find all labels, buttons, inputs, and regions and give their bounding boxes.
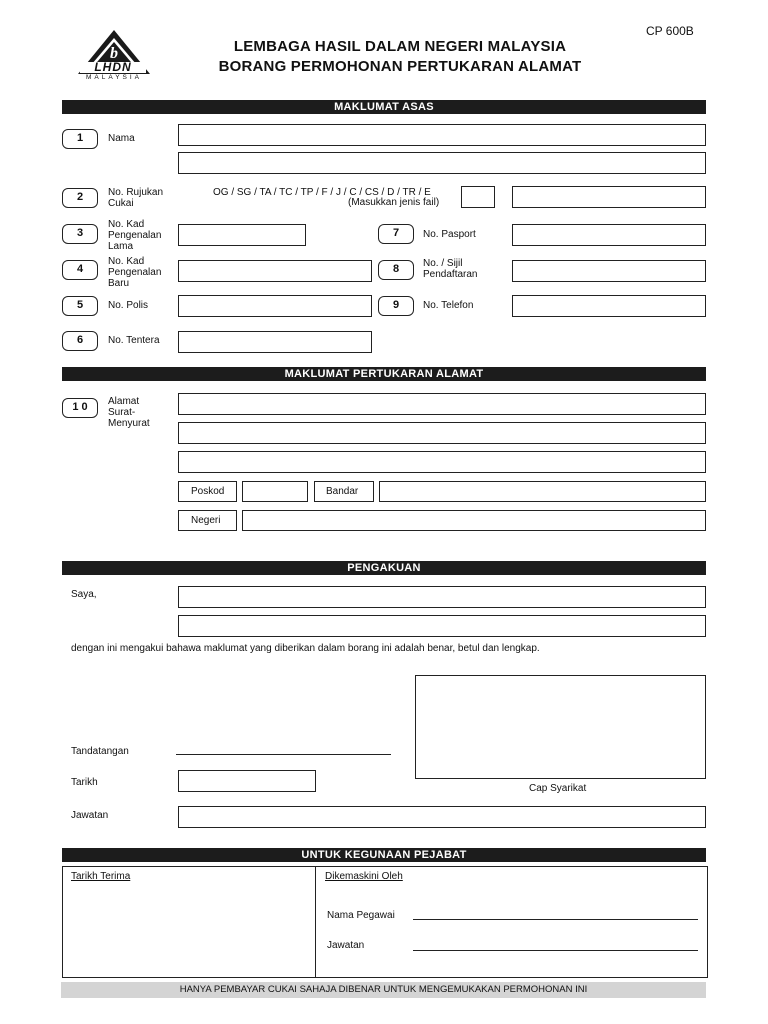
label-nama-pegawai: Nama Pegawai xyxy=(327,910,395,921)
title-line-2: BORANG PERMOHONAN PERTUKARAN ALAMAT xyxy=(218,58,582,75)
pasport-input[interactable] xyxy=(512,224,706,246)
kp-baru-input[interactable] xyxy=(178,260,372,282)
tarikh-input[interactable] xyxy=(178,770,316,792)
footer-note: HANYA PEMBAYAR CUKAI SAHAJA DIBENAR UNTUK MENGEMUKAKAN PERMOHONAN INI xyxy=(61,982,706,998)
telefon-input[interactable] xyxy=(512,295,706,317)
field-number-2: 2 xyxy=(62,188,98,208)
saya-input-line-1[interactable] xyxy=(178,586,706,608)
field-number-3: 3 xyxy=(62,224,98,244)
label-sijil-pendaftaran: No. / Sijil Pendaftaran xyxy=(423,258,478,280)
alamat-input-line-2[interactable] xyxy=(178,422,706,444)
poskod-label-box xyxy=(178,481,237,502)
section-heading-office: UNTUK KEGUNAAN PEJABAT xyxy=(62,848,706,862)
bandar-input[interactable] xyxy=(379,481,706,502)
saya-input-line-2[interactable] xyxy=(178,615,706,637)
label-dikemaskini-oleh: Dikemaskini Oleh xyxy=(325,871,403,882)
label-tentera: No. Tentera xyxy=(108,335,160,346)
label-polis: No. Polis xyxy=(108,300,149,311)
sijil-pendaftaran-input[interactable] xyxy=(512,260,706,282)
office-panel-divider xyxy=(315,867,316,977)
negeri-input[interactable] xyxy=(242,510,706,531)
jawatan-input[interactable] xyxy=(178,806,706,828)
lhdn-logo xyxy=(74,28,154,84)
tentera-input[interactable] xyxy=(178,331,372,353)
field-number-10: 1 0 xyxy=(62,398,98,418)
nama-input-line-2[interactable] xyxy=(178,152,706,174)
label-rujukan-cukai: No. Rujukan Cukai xyxy=(108,187,164,209)
label-bandar: Bandar xyxy=(326,486,359,497)
field-number-9: 9 xyxy=(378,296,414,316)
section-heading-declaration: PENGAKUAN xyxy=(62,561,706,575)
svg-text:b: b xyxy=(110,45,118,62)
file-type-input[interactable] xyxy=(461,186,495,208)
label-office-jawatan: Jawatan xyxy=(327,940,365,951)
cap-syarikat-box[interactable] xyxy=(415,675,706,779)
label-saya: Saya, xyxy=(71,589,97,600)
file-type-hint: (Masukkan jenis fail) xyxy=(348,197,440,208)
label-nama: Nama xyxy=(108,133,135,144)
label-kp-baru: No. Kad Pengenalan Baru xyxy=(108,256,162,289)
title-line-1: LEMBAGA HASIL DALAM NEGERI MALAYSIA xyxy=(233,38,567,55)
alamat-input-line-1[interactable] xyxy=(178,393,706,415)
field-number-1: 1 xyxy=(62,129,98,149)
logo-subtext: MALAYSIA xyxy=(85,74,143,81)
field-number-8: 8 xyxy=(378,260,414,280)
negeri-label-box xyxy=(178,510,237,531)
poskod-input[interactable] xyxy=(242,481,308,502)
alamat-input-line-3[interactable] xyxy=(178,451,706,473)
field-number-7: 7 xyxy=(378,224,414,244)
label-cap-syarikat: Cap Syarikat xyxy=(529,783,587,794)
field-number-5: 5 xyxy=(62,296,98,316)
nama-input-line-1[interactable] xyxy=(178,124,706,146)
label-alamat: Alamat Surat-Menyurat xyxy=(108,396,150,429)
section-heading-address: MAKLUMAT PERTUKARAN ALAMAT xyxy=(62,367,706,381)
bandar-label-box xyxy=(314,481,374,502)
label-tandatangan: Tandatangan xyxy=(71,746,129,757)
kp-lama-input[interactable] xyxy=(178,224,306,246)
rujukan-cukai-input[interactable] xyxy=(512,186,706,208)
label-pasport: No. Pasport xyxy=(423,229,476,240)
label-poskod: Poskod xyxy=(191,486,225,497)
label-kp-lama: No. Kad Pengenalan Lama xyxy=(108,219,162,252)
office-jawatan-line[interactable] xyxy=(413,950,698,951)
declaration-statement: dengan ini mengakui bahawa maklumat yang diberikan dalam borang ini adalah benar, betul dan lengkap. xyxy=(71,643,540,654)
form-code: CP 600B xyxy=(646,24,694,38)
label-tarikh: Tarikh xyxy=(71,777,98,788)
office-use-panel xyxy=(62,866,708,978)
label-telefon: No. Telefon xyxy=(423,300,474,311)
label-negeri: Negeri xyxy=(191,515,221,526)
tandatangan-line[interactable] xyxy=(176,754,391,755)
field-number-4: 4 xyxy=(62,260,98,280)
field-number-6: 6 xyxy=(62,331,98,351)
section-heading-basic: MAKLUMAT ASAS xyxy=(62,100,706,114)
polis-input[interactable] xyxy=(178,295,372,317)
label-tarikh-terima: Tarikh Terima xyxy=(71,871,131,882)
file-type-codes: OG / SG / TA / TC / TP / F / J / C / CS / D / TR / E xyxy=(213,187,431,198)
nama-pegawai-line[interactable] xyxy=(413,919,698,920)
label-jawatan: Jawatan xyxy=(71,810,109,821)
logo-text: LHDN xyxy=(80,62,146,73)
